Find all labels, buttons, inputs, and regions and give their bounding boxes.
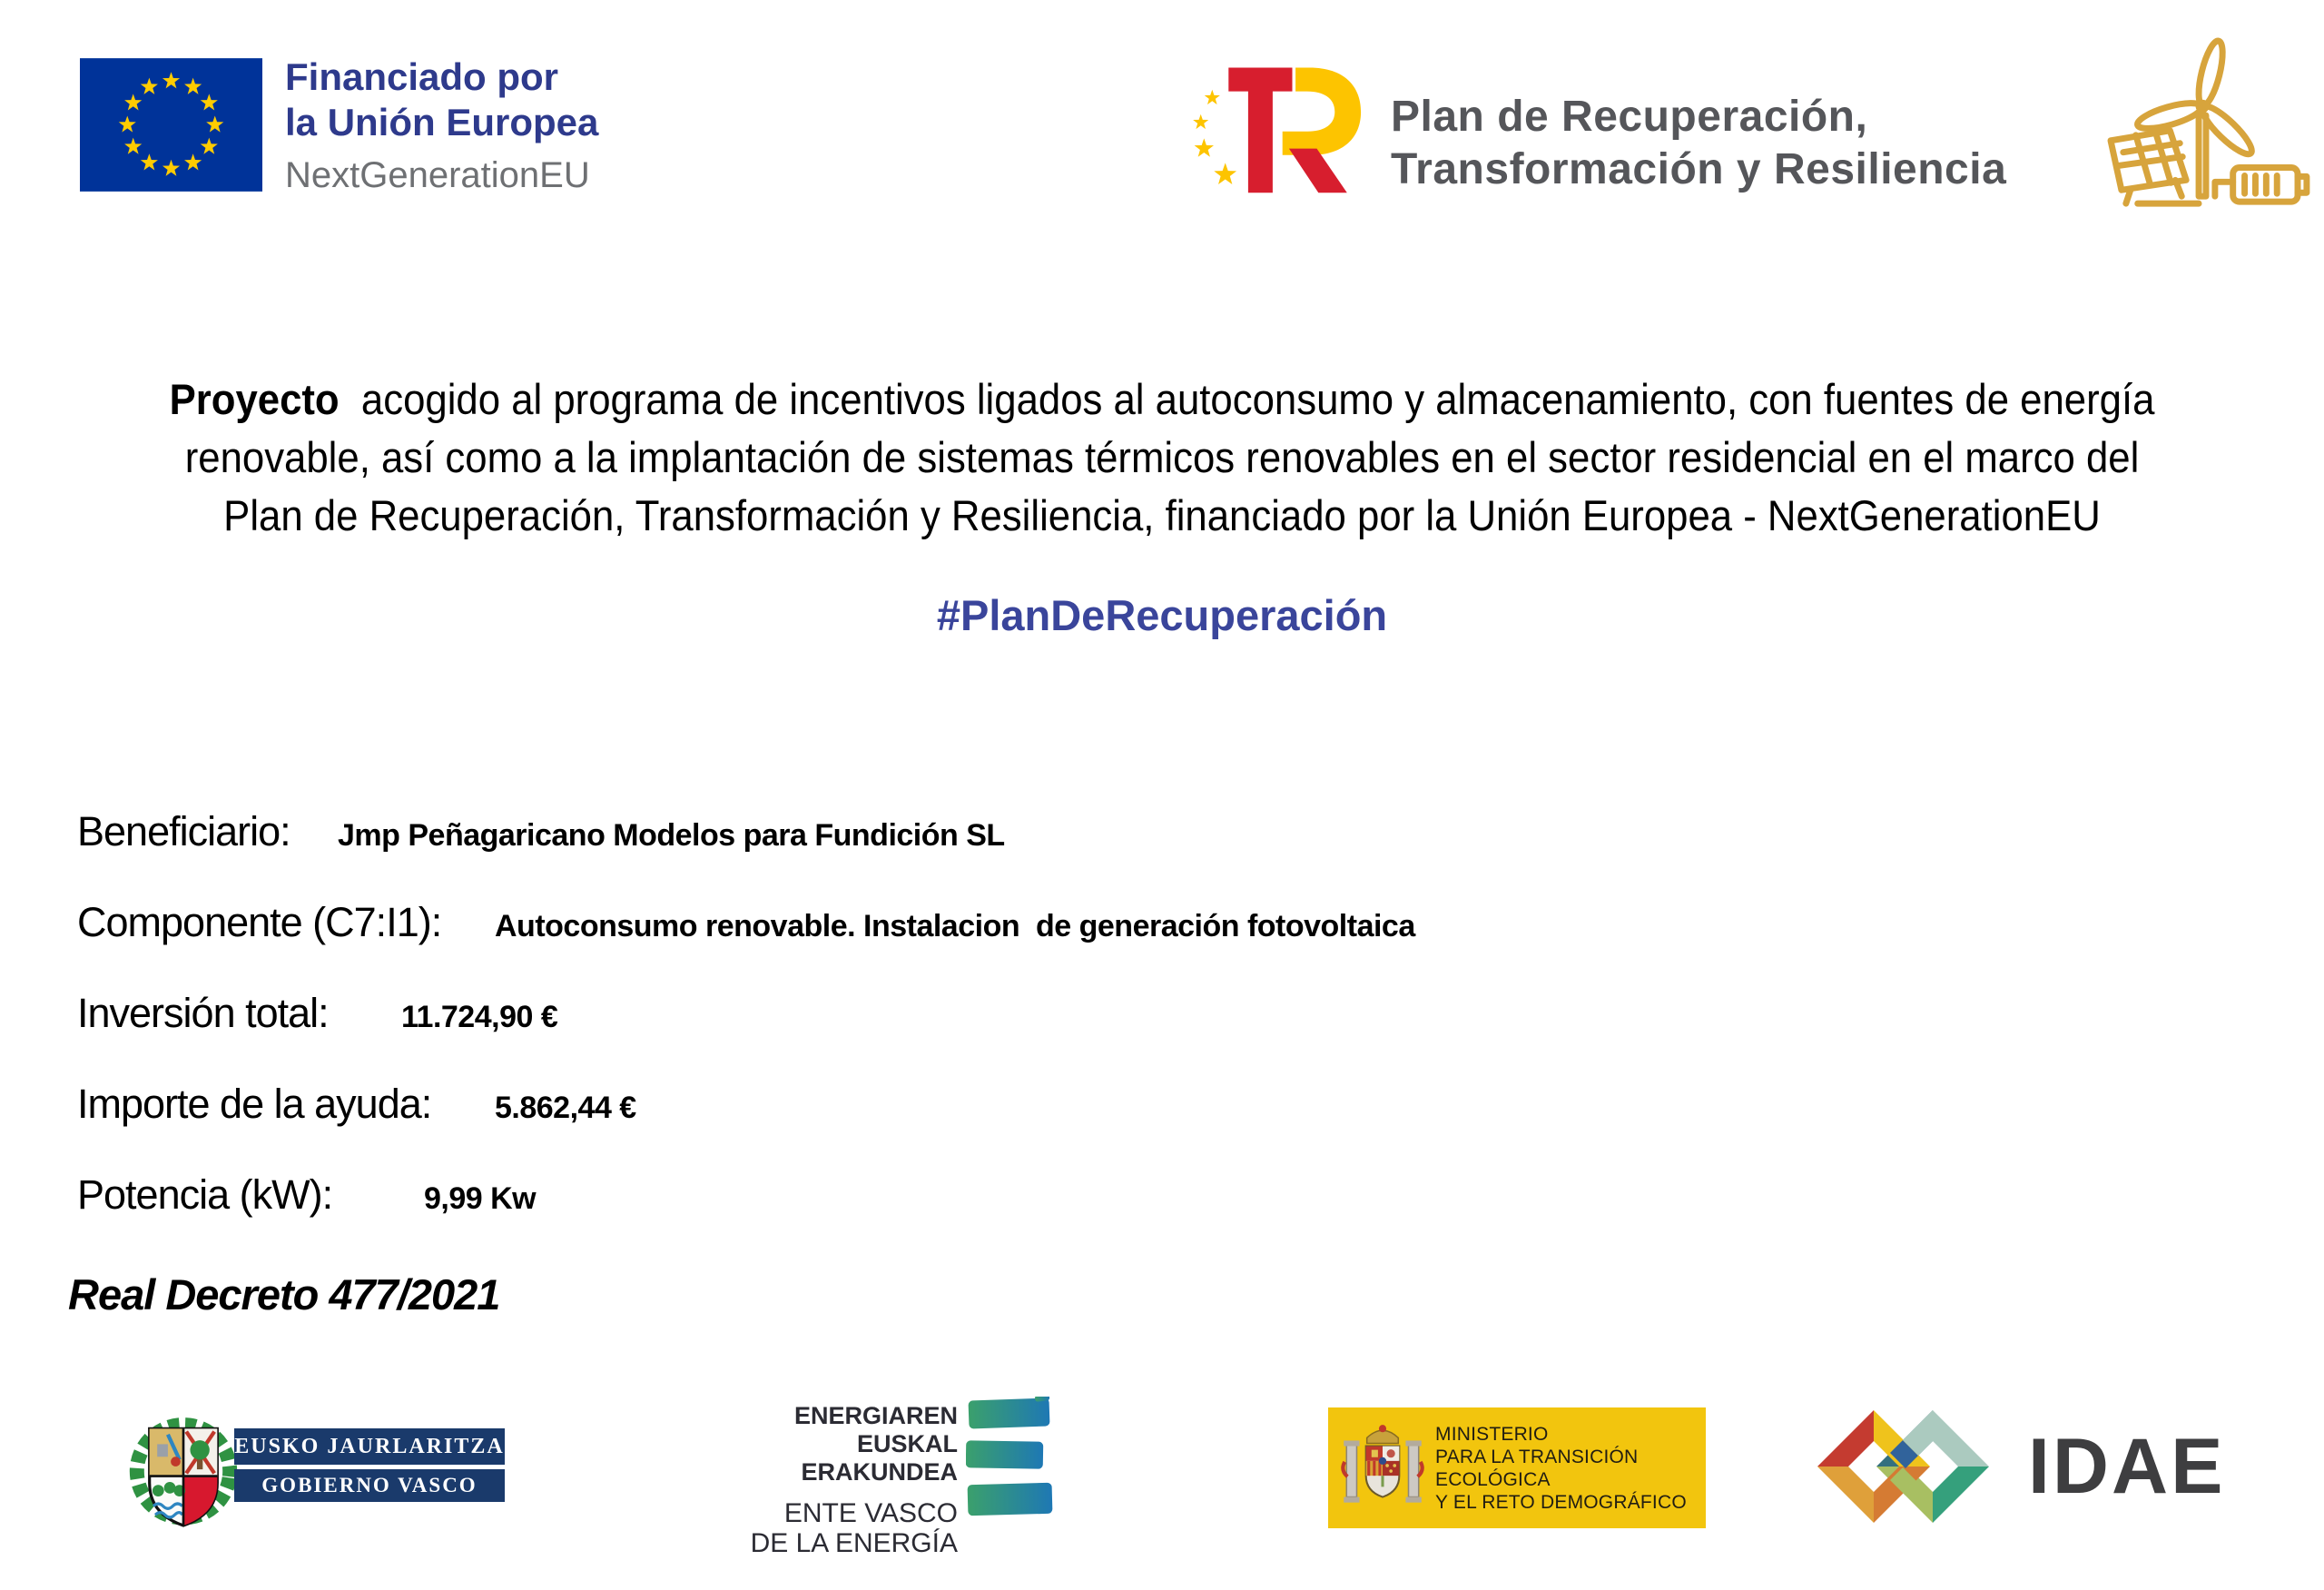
eve-line1: ENERGIAREN [793, 1402, 958, 1429]
paragraph-line1-rest: acogido al programa de incentivos ligados al autoconsumo y almacenamiento, con fuentes de energía [339, 375, 2155, 423]
paragraph-lead: Proyecto [169, 375, 340, 423]
ministry-logo [1328, 1407, 1706, 1528]
field-value: 11.724,90 € [401, 1000, 558, 1034]
ministry-text [1435, 1423, 1706, 1514]
field-inversion-total [77, 990, 1415, 1081]
basque-coat-of-arms-icon [125, 1398, 241, 1536]
basque-bar-eusko: EUSKO JAURLARITZA [234, 1428, 505, 1465]
eve-e-icon [966, 1397, 1053, 1526]
field-label: Inversión total: [77, 990, 329, 1036]
eu-funding-text [285, 54, 598, 198]
basque-name-bars [234, 1428, 505, 1502]
idae-wordmark: IDAE [2028, 1422, 2226, 1510]
field-label: Potencia (kW): [77, 1171, 333, 1218]
eve-line4: DE LA ENERGÍA [750, 1528, 958, 1558]
field-beneficiario [77, 808, 1415, 899]
eve-logo [715, 1397, 1053, 1558]
field-potencia [77, 1171, 1415, 1262]
plan-title-line2: Transformación y Resiliencia [1391, 145, 2007, 193]
plan-title [1391, 91, 2006, 196]
ministry-line3: Y EL RETO DEMOGRÁFICO [1435, 1491, 1687, 1513]
decree-note: Real Decreto 477/2021 [68, 1270, 500, 1318]
nextgeneration-label: NextGenerationEU [285, 155, 590, 195]
project-fields [77, 808, 1415, 1262]
idae-logo [1807, 1398, 2225, 1535]
idae-rings-icon [1807, 1398, 2004, 1535]
field-value: 9,99 Kw [424, 1181, 537, 1216]
hashtag-plan-de-recuperacion: #PlanDeRecuperación [936, 591, 1388, 639]
field-importe-ayuda [77, 1081, 1415, 1171]
plan-title-line1: Plan de Recuperación, [1391, 93, 1868, 141]
field-value: 5.862,44 € [495, 1091, 636, 1125]
basque-government-logo [125, 1398, 507, 1539]
field-componente [77, 899, 1415, 990]
paragraph-line3: Plan de Recuperación, Transformación y Resiliencia, financiado por la Unión Europea - NextGenerationEU [223, 491, 2101, 539]
eu-funding-line2: la Unión Europea [285, 101, 599, 143]
ministry-line2: PARA LA TRANSICIÓN ECOLÓGICA [1435, 1446, 1639, 1490]
field-value: Jmp Peñagaricano Modelos para Fundición SL [338, 818, 1005, 853]
eve-text [715, 1402, 958, 1558]
project-paragraph [82, 370, 2243, 545]
eve-line2: EUSKAL ERAKUNDEA [801, 1430, 958, 1486]
renewable-energy-icon [2093, 25, 2315, 214]
field-value: Autoconsumo renovable. Instalacion de generación fotovoltaica [495, 909, 1415, 943]
basque-bar-gobierno: GOBIERNO VASCO [234, 1469, 505, 1502]
field-label: Beneficiario: [77, 808, 290, 854]
eve-line3: ENTE VASCO [783, 1498, 958, 1528]
eu-funding-line1: Financiado por [285, 55, 559, 98]
paragraph-line2: renovable, así como a la implantación de sistemas térmicos renovables en el sector residencial en el marco del [184, 433, 2140, 481]
ministry-line1: MINISTERIO [1435, 1423, 1549, 1445]
paragraph-line1 [82, 370, 2243, 429]
spain-coat-of-arms-icon [1341, 1417, 1424, 1519]
field-label: Componente (C7:I1): [77, 899, 442, 945]
eu-flag-icon [80, 58, 262, 192]
plan-recuperacion-tr-logo-icon [1177, 47, 1384, 211]
field-label: Importe de la ayuda: [77, 1081, 432, 1127]
